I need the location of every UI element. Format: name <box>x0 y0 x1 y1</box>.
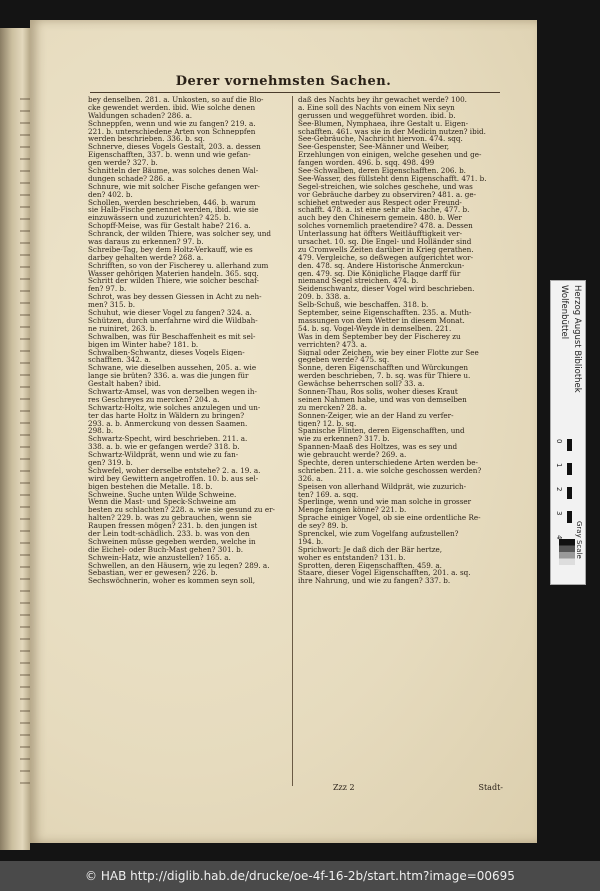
index-entry-line: ursachet. 10. sq. Die Engel- und Holländer sind <box>298 238 472 246</box>
index-entry-line: Spanische Flinten, deren Eigenschafften, und <box>298 427 465 436</box>
scale-tick-label: 2 <box>555 487 563 492</box>
index-entry-line: Spechte, deren unterschiedene Arten werden be- <box>298 458 478 467</box>
index-entry-line: September, seine Eigenschafften. 235. a. Muth- <box>298 309 472 317</box>
index-entry-line: fen? 97. b. <box>88 285 127 294</box>
index-entry-line: Schwefel, woher derselbe entstehe? 2. a. 19. a. <box>88 466 261 475</box>
index-entry-line: Sebastian, wer er gewesen? 226. b. <box>88 569 218 578</box>
index-entry-line: See-Wasser, des füllsteht denn Eigenschafft. 471. b. <box>298 174 487 183</box>
index-entry-line: dungen schade? 286. a. <box>88 174 175 183</box>
left-facing-page-edge <box>0 28 30 850</box>
index-entry-line: woher es entstanden? 131. b. <box>298 553 406 562</box>
index-entry-line: den. 478. sq. Andere Historische Anmerckun- <box>298 261 465 270</box>
index-entry-line: schiehet entweder aus Respect oder Freund- <box>298 198 462 207</box>
index-entry-line: ter das harte Holtz in Wäldern zu bringen? <box>88 411 245 420</box>
index-entry-line: gen? 319. b. <box>88 458 133 467</box>
scale-tick-label: 4 <box>555 535 563 540</box>
index-entry-line: gegeben werde? 475. sq. <box>298 356 390 365</box>
index-entry-line: daß des Nachts bey ihr gewachet werde? 100. <box>298 96 467 104</box>
index-entry-line: vor Gebräuche darbey zu observiren? 481. a. ge- <box>298 190 477 199</box>
index-entry-line: 338. a. b. wie er gefangen werde? 318. b. <box>88 443 240 452</box>
index-entry-line: Schnure, wie mit solcher Fische gefangen wer- <box>88 182 260 191</box>
column-divider <box>292 96 293 786</box>
index-entry-line: Gewächse beherrschen soll? 33. a. <box>298 380 425 388</box>
index-entry-line: Schwartz-Holtz, wie solches anzulegen und un- <box>88 403 261 412</box>
index-entry-line: solches vornemlich praetendire? 478. a. Dessen <box>298 222 473 231</box>
index-entry-line: Schwein-Hatz, wie anzustellen? 165. a. <box>88 553 231 562</box>
index-entry-line: darbey gehalten werde? 268. a. <box>88 253 204 262</box>
index-entry-line: Wenn die Mast- und Speck-Schweine am <box>88 498 237 507</box>
index-entry-line: bigen im Winter habe? 181. b. <box>88 340 199 349</box>
index-entry-line: Schwartz-Amsel, was von derselben wegen ih- <box>88 387 257 396</box>
index-entry-line: 326. a. <box>298 474 323 483</box>
index-entry-line: den? 402. b. <box>88 190 133 199</box>
index-entry-line: 221. b. unterschiedene Arten von Schneppfen <box>88 127 256 136</box>
index-entry-line: Schreibe-Tag, bey dem Holtz-Verkauff, wie es <box>88 245 253 254</box>
copyright-footer: © HAB http://diglib.hab.de/drucke/oe-4f-16-2b/start.htm?image=00695 <box>0 861 600 891</box>
index-entry-line: See-Schwalben, deren Eigenschafften. 206. b. <box>298 167 466 175</box>
index-entry-line: Menge fangen könne? 221. b. <box>298 506 407 515</box>
index-entry-line: Sonne, deren Eigenschafften und Würckungen <box>298 364 469 373</box>
index-entry-line: schafft. 478. a. ist eine sehr alte Sache, 477. b. <box>298 206 470 215</box>
index-entry-line: Wasser gehörigen Materien handeln. 365. sqq. <box>88 269 259 278</box>
scale-tick-label: 0 <box>555 439 563 444</box>
index-entry-line: Sprenckel, wie zum Vogelfang aufzustellen? <box>298 529 459 538</box>
index-entry-line: Unterlassung hat öffters Weitläufftigkeit ver- <box>298 230 463 239</box>
index-entry-line: bey denselben. 281. a. Unkosten, so auf die Blo- <box>88 96 264 104</box>
index-entry-line: Schwartz-Wildprät, wenn und wie zu fan- <box>88 451 239 459</box>
index-entry-line: die Eichel- oder Buch-Mast gehen? 301. b. <box>88 545 243 554</box>
index-entry-line: 209. b. 338. a. <box>298 293 351 302</box>
index-entry-line: fangen worden. 496. b. sqq. 498. 499 <box>298 159 435 168</box>
index-entry-line: Selb-Schuß, wie beschaffen. 318. b. <box>298 301 429 310</box>
index-entry-line: men? 315. b. <box>88 301 136 310</box>
index-entry-line: Spannen-Maaß des Holtzes, was es sey und <box>298 443 458 452</box>
library-label: Herzog August Bibliothek Wolfenbüttel <box>559 285 582 393</box>
index-entry-line: werden beschrieben, 7. b. sq. was für Thiere u. <box>298 372 471 381</box>
index-entry-line: niemand Segel streichen. 474. b. <box>298 277 419 286</box>
index-entry-line: der Lein todt-schädlich. 233. b. was von den <box>88 529 250 538</box>
index-entry-line: Schwalben-Schwantz, dieses Vogels Eigen- <box>88 348 245 357</box>
index-entry-line: a. Eine soll des Nachts von einem Nix seyn <box>298 103 455 112</box>
index-entry-line: 293. a. b. Anmerckung von dessen Saamen. <box>88 419 248 428</box>
index-entry-line: werden beschrieben. 336. b. sq. <box>88 135 205 144</box>
running-head: Derer vornehmsten Sachen. <box>175 74 392 89</box>
index-entry-line: Schützen, durch unerfahrne wird die Wildbah- <box>88 316 258 325</box>
index-entry-line: Schollen, werden beschrieben, 446. b. warum <box>88 198 256 207</box>
scale-tick-label: 1 <box>555 463 563 468</box>
index-entry-line: Gestalt haben? ibid. <box>88 380 161 388</box>
index-entry-line: cke gewendet werden. ibid. Wie solche denen <box>88 103 256 112</box>
index-entry-line: Eigenschafften, 337. b. wenn und wie gefan- <box>88 151 251 160</box>
index-entry-line: massungen von dem Wetter in diesem Monat. <box>298 316 465 325</box>
index-entry-line: Signal oder Zeichen, wie bey einer Flotte zur See <box>298 348 479 357</box>
index-entry-line: Was in dem September bey der Fischerey zu <box>298 332 461 341</box>
index-entry-line: besten zu schlachten? 228. a. wie sie gesund zu er- <box>88 506 275 515</box>
scale-tick-label: 3 <box>555 511 563 516</box>
index-entry-line: Erzehlungen von einigen, welche gesehen und ge- <box>298 151 482 160</box>
index-entry-line: zu Cromwells Zeiten darüber in Krieg gerathen. <box>298 245 474 254</box>
index-entry-line: res Geschreyes zu mercken? 204. a. <box>88 395 220 404</box>
index-entry-line: 298. b. <box>88 427 114 436</box>
index-entry-line: einzuwässern und zuzurichten? 425. b. <box>88 214 231 223</box>
index-entry-line: Sprotten, deren Eigenschafften. 459. a. <box>298 561 442 570</box>
scale-bar <box>567 439 572 535</box>
index-entry-line: halten? 229. b. was zu gebrauchen, wenn sie <box>88 514 252 523</box>
index-entry-line: Waldungen schaden? 286. a. <box>88 111 193 120</box>
index-entry-line: schrieben. 211. a. wie solche geschossen werden? <box>298 466 482 475</box>
index-entry-line: Schrot, was bey dessen Giessen in Acht zu neh- <box>88 293 262 302</box>
index-entry-line: Sonnen-Zeiger, wie an der Hand zu verfer- <box>298 411 454 420</box>
index-entry-line: See-Gespenster, See-Männer und Weiber, <box>298 143 450 152</box>
index-column-left <box>88 96 288 786</box>
index-entry-line: auch bey den Chinesern gemein. 480. b. Wer <box>298 214 462 223</box>
index-entry-line: Raupen fressen mögen? 231. b. den jungen ist <box>88 522 258 530</box>
index-entry-line: Schneppfen, wenn und wie zu fangen? 219. a. <box>88 119 256 128</box>
header-rule <box>90 92 500 93</box>
index-entry-line: verrichten? 473. a. <box>298 340 367 349</box>
index-entry-line: de sey? 89. b. <box>298 522 348 530</box>
book-page <box>30 20 537 843</box>
index-entry-line: Sonnen-Thau, Ros solis, woher dieses Kraut <box>298 387 458 396</box>
index-entry-line: bigen bestehen die Metalle. 18. b. <box>88 482 213 491</box>
index-entry-line: tigen? 12. b. sq. <box>298 419 357 428</box>
index-entry-line: 194. b. <box>298 537 324 546</box>
gray-scale-label: Gray Scale <box>575 521 583 559</box>
index-entry-line: lange sie brüten? 336. a. was die jungen für <box>88 372 249 381</box>
index-entry-line: Segel-streichen, wie solches geschehe, und was <box>298 182 473 191</box>
index-entry-line: wird bey Gewittern angetroffen. 10. b. aus sel- <box>88 474 259 483</box>
index-entry-line: ne ruiniret, 263. b. <box>88 324 157 333</box>
left-page-margin-text <box>20 88 30 788</box>
index-entry-line: Schwartz-Specht, wird beschrieben. 211. a. <box>88 435 248 444</box>
index-entry-line: schafften. 461. was sie in der Medicin nutzen? ibid. <box>298 127 486 136</box>
index-entry-line: Schweinen müsse gegeben werden, welche in <box>88 537 256 546</box>
index-entry-line: 54. b. sq. Vogel-Weyde in demselben. 221. <box>298 324 452 333</box>
index-entry-line: schafften. 342. a. <box>88 356 151 365</box>
index-entry-line: Schweine. Suche unten Wilde Schweine. <box>88 490 237 499</box>
index-entry-line: Speisen von allerhand Wildprät, wie zuzurich- <box>298 482 467 491</box>
index-entry-line: zu mercken? 28. a. <box>298 403 367 412</box>
index-entry-line: Schopff-Meise, was für Gestalt habe? 216. a. <box>88 222 251 231</box>
index-entry-line: seinen Nahmen habe, und was von demselben <box>298 395 467 404</box>
index-entry-line: Seidenschwantz, dieser Vogel wird beschrieben. <box>298 285 475 294</box>
index-entry-line: ihre Nahrung, und wie zu fangen? 337. b. <box>298 577 451 586</box>
index-entry-line: gen. 479. sq. Die Königliche Flagge darff für <box>298 269 461 278</box>
index-entry-line: 479. Vergleiche, so deßwegen aufgerichtet wor- <box>298 253 474 262</box>
index-entry-line: Schwane, wie dieselben aussehen, 205. a. wie <box>88 364 257 373</box>
index-entry-line: was daraus zu erkennen? 97. b. <box>88 238 204 246</box>
index-entry-line: Sechswöchnerin, woher es kommen seyn soll, <box>88 577 256 586</box>
index-entry-line: sie Halb-Fische genennet werden, ibid. wie sie <box>88 206 259 215</box>
color-ruler <box>550 280 586 585</box>
index-entry-line: Schuhut, wie dieser Vogel zu fangen? 324. a. <box>88 309 252 317</box>
index-entry-line: wie gebraucht werde? 269. a. <box>298 451 407 459</box>
index-column-right <box>298 96 498 786</box>
index-entry-line: Schwellen, an den Häusern, wie zu legen? 289. a. <box>88 561 270 570</box>
index-entry-line: Schritt der wilden Thiere, wie solcher beschaf- <box>88 277 259 286</box>
index-entry-line: ten? 169. a. sqq. <box>298 490 359 499</box>
index-entry-line: gen werde? 327. b. <box>88 159 158 168</box>
index-entry-line: Staare, dieser Vogel Eigenschafften, 201. a. sq. <box>298 569 471 578</box>
index-entry-line: gerussen und weggeführet worden. ibid. b. <box>298 111 456 120</box>
index-entry-line: wie zu erkennen? 317. b. <box>298 435 390 444</box>
gray-scale-blocks <box>559 539 575 565</box>
index-entry-line: Schnerve, dieses Vogels Gestalt, 203. a. dessen <box>88 143 261 152</box>
scale-ticks <box>553 439 567 549</box>
index-entry-line: Schranck, der wilden Thiere, was solcher sey, und <box>88 230 272 239</box>
signature-mark: Zzz 2 <box>333 783 355 792</box>
index-entry-line: Schrifften, so von der Fischerey u. allerhand zum <box>88 261 269 270</box>
index-entry-line: Schnitteln der Bäume, was solches denen Wal- <box>88 167 259 175</box>
index-entry-line: Sperlinge, wenn und wie man solche in grosser <box>298 498 472 507</box>
index-entry-line: See-Blumen, Nymphaea, ihre Gestalt u. Eigen- <box>298 119 469 128</box>
catchword: Stadt- <box>478 783 503 792</box>
index-entry-line: Schwalben, was für Beschaffenheit es mit sel- <box>88 332 256 341</box>
index-entry-line: See-Gebräuche, Nachricht hiervon. 474. sqq. <box>298 135 463 144</box>
index-entry-line: Sprache einiger Vogel, ob sie eine ordentliche Re- <box>298 514 481 523</box>
index-entry-line: Sprichwort: Je daß dich der Bär hertze, <box>298 545 443 554</box>
